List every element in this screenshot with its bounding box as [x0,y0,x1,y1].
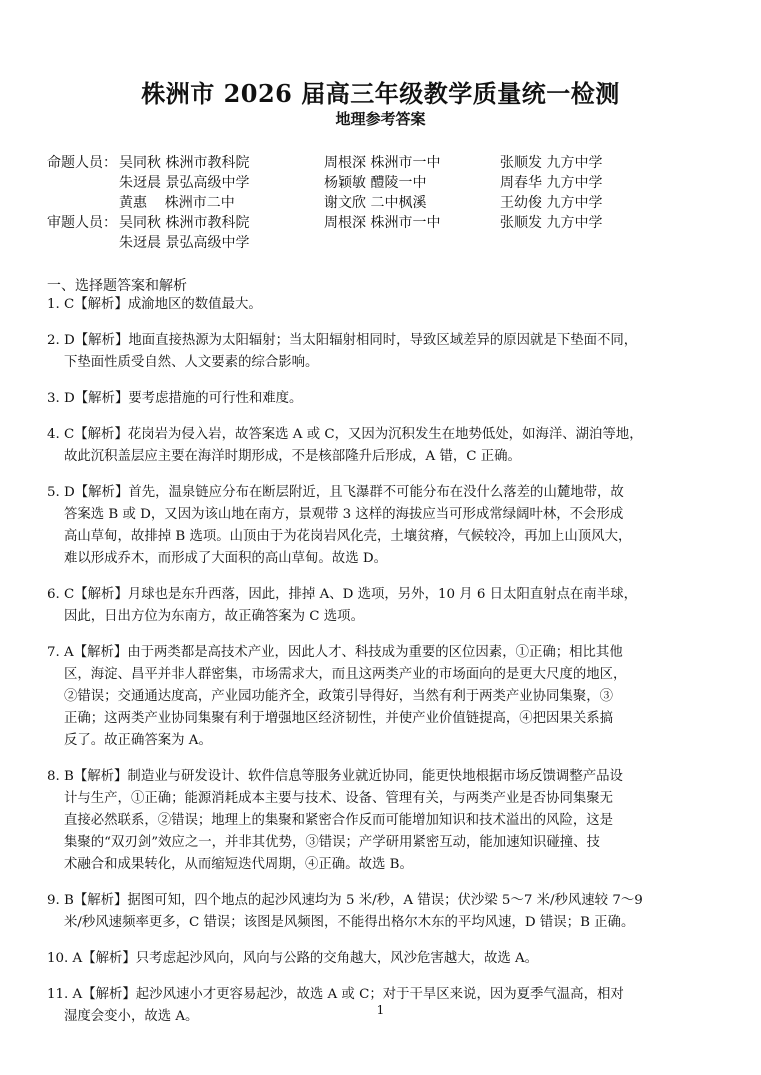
answer-item [47,294,717,316]
answer-line: 高山草甸，故排掉 B 选项。山顶由于为花岗岩风化壳，土壤贫瘠，气候较冷，再加上山顶风大， [64,529,632,544]
staff-entry: 张顺发 九方中学 [500,215,603,231]
answer-line: 8. B【解析】制造业与研发设计、软件信息等服务业就近协同，能更快地根据市场反馈调整产品设 [47,769,623,784]
answer-line: 6. C【解析】月球也是东升西落，因此，排掉 A、D 选项，另外，10 月 6 日太阳直射点在南半球， [47,587,637,602]
staff-entry: 吴同秋 株洲市教科院 [119,215,250,231]
answer-line: 3. D【解析】要考虑措施的可行性和难度。 [47,391,303,406]
staff-entry: 朱迓晨 景弘高级中学 [119,235,250,251]
answer-line: 术融合和成果转化，从而缩短迭代周期，④正确。故选 B。 [64,857,413,872]
answer-line: 湿度会变小，故选 A。 [64,1009,199,1024]
answer-line: 9. B【解析】据图可知，四个地点的起沙风速均为 5 米/秒，A 错误；伏沙梁 5～7 米/秒风速较 7～9 [47,893,643,908]
answer-line: 难以形成乔木，而形成了大面积的高山草甸。故选 D。 [64,551,387,566]
staff-row [47,173,727,193]
staff-row [47,153,727,173]
answer-line: 米/秒风速频率更多，C 错误；该图是风频图，不能得出格尔木东的平均风速，D 错误；B 正确。 [64,915,635,930]
answer-line: 答案选 B 或 D，又因为该山地在南方，景观带 3 这样的海拔应当可形成常绿阔叶林，不会形成 [64,507,624,522]
answer-line: 故此沉积盖层应主要在海洋时期形成，不是核部隆升后形成，A 错，C 正确。 [64,449,521,464]
answer-line: 区，海淀、昌平并非人群密集，市场需求大，而且这两类产业的市场面向的是更大尺度的地区， [64,667,627,682]
answer-item [47,584,717,628]
answer-item [47,388,717,410]
answer-line: 1. C【解析】成渝地区的数值最大。 [47,297,262,312]
answer-item [47,642,717,752]
staff-entry: 张顺发 九方中学 [500,155,603,171]
answer-item [47,482,717,570]
answer-list [47,294,717,1042]
staff-entry: 吴同秋 株洲市教科院 [119,155,250,171]
answer-line: 4. C【解析】花岗岩为侵入岩，故答案选 A 或 C，又因为沉积发生在地势低处，如海洋、湖泊等地， [47,427,643,442]
staff-role-label: 命题人员： [47,155,117,171]
section-heading: 一、选择题答案和解析 [47,278,187,294]
staff-role-label: 审题人员： [47,215,117,231]
answer-line: 10. A【解析】只考虑起沙风向，风向与公路的交角越大，风沙危害越大，故选 A。 [47,951,539,966]
answer-item [47,948,717,970]
staff-entry: 黄惠 株洲市二中 [119,195,235,211]
answer-line: 7. A【解析】由于两类都是高技术产业，因此人才、科技成为重要的区位因素，①正确；相比其他 [47,645,623,660]
staff-row [47,233,727,253]
staff-entry: 杨颖敏 醴陵一中 [324,175,427,191]
staff-entry: 王幼俊 九方中学 [500,195,603,211]
staff-entry: 周春华 九方中学 [500,175,603,191]
page-number: 1 [376,1003,385,1017]
answer-line: 5. D【解析】首先，温泉链应分布在断层附近，且飞瀑群不可能分布在没什么落差的山麓地带，故 [47,485,624,500]
staff-entry: 朱迓晨 景弘高级中学 [119,175,250,191]
answer-item [47,424,717,468]
staff-row [47,193,727,213]
staff-entry: 周根深 株洲市一中 [324,155,441,171]
answer-line: 11. A【解析】起沙风速小才更容易起沙，故选 A 或 C；对于干旱区来说，因为夏季气温高，相对 [47,987,624,1002]
answer-line: 正确；这两类产业协同集聚有利于增强地区经济韧性，并使产业价值链提高，④把因果关系搞 [64,711,614,726]
staff-entry: 谢文欣 二中枫溪 [324,195,427,211]
page-title: 株洲市 2026 届高三年级教学质量统一检测 [141,79,620,108]
answer-item [47,890,717,934]
staff-entry: 周根深 株洲市一中 [324,215,441,231]
answer-item [47,330,717,374]
answer-line: 因此，日出方位为东南方，故正确答案为 C 选项。 [64,609,364,624]
answer-line: ②错误；交通通达度高，产业园功能齐全，政策引导得好，当然有利于两类产业协同集聚，③ [64,689,614,704]
staff-row [47,213,727,233]
answer-line: 2. D【解析】地面直接热源为太阳辐射；当太阳辐射相同时，导致区域差异的原因就是下垫面不同， [47,333,638,348]
answer-line: 集聚的“双刃剑”效应之一，并非其优势，③错误；产学研用紧密互动，能加速知识碰撞、技 [64,835,600,850]
answer-line: 反了。故正确答案为 A。 [64,733,212,748]
answer-line: 计与生产，①正确；能源消耗成本主要与技术、设备、管理有关，与两类产业是否协同集聚无 [64,791,614,806]
page-subtitle: 地理参考答案 [335,110,426,128]
answer-line: 下垫面性质受自然、人文要素的综合影响。 [64,355,319,370]
answer-item [47,766,717,876]
staff-list [47,153,727,253]
answer-line: 直接必然联系，②错误；地理上的集聚和紧密合作反而可能增加知识和技术溢出的风险，这是 [64,813,614,828]
